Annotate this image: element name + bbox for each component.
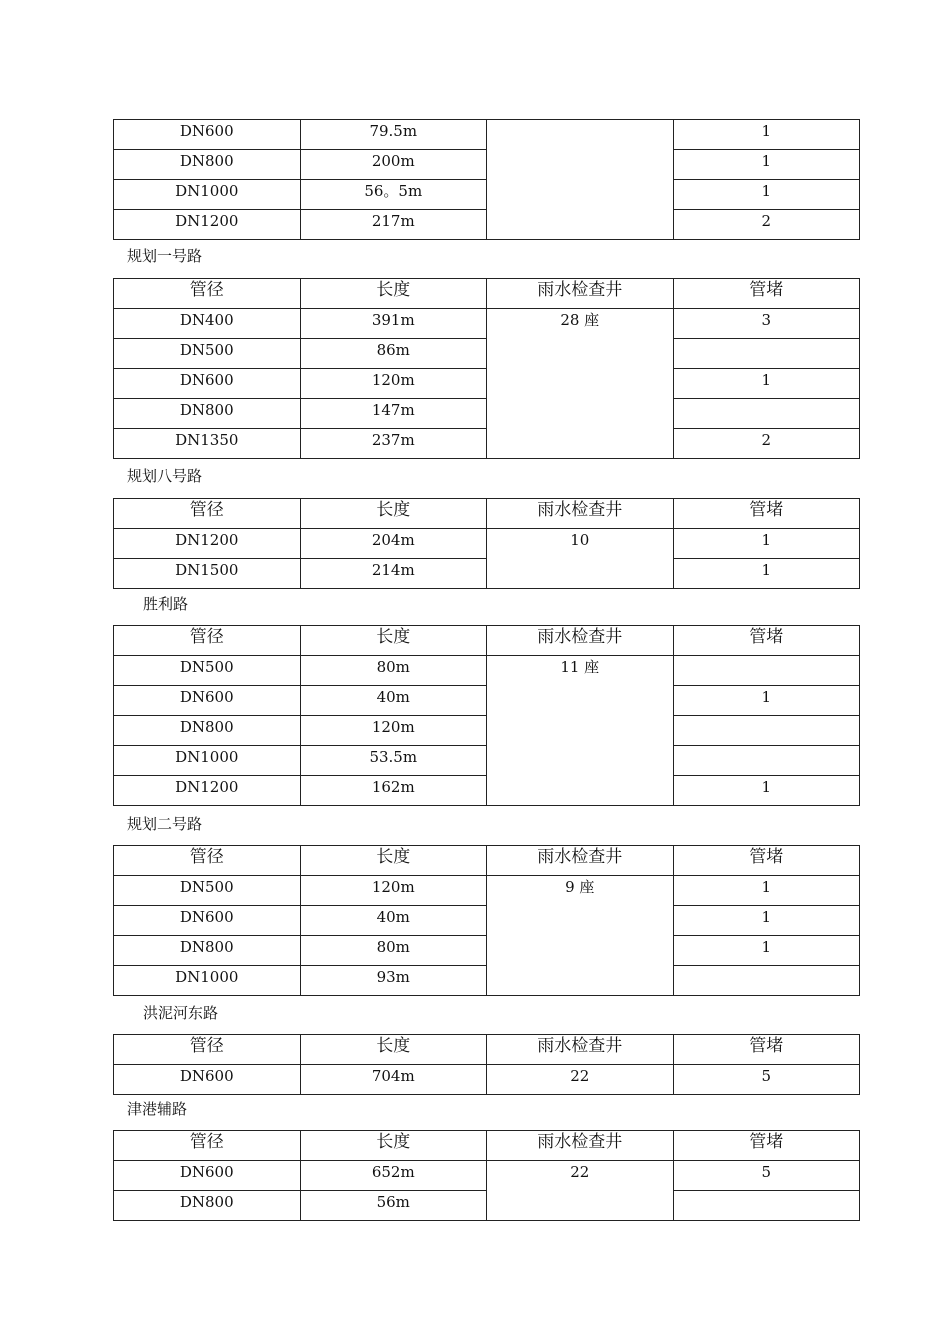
pipe-plug-cell: 1 — [673, 150, 860, 180]
section-pipe-table — [113, 1034, 860, 1095]
pipe-diameter-cell: DN500 — [114, 339, 301, 369]
pipe-diameter-cell: DN500 — [114, 656, 301, 686]
pipe-diameter-cell: DN800 — [114, 716, 301, 746]
table-header-row — [114, 846, 860, 876]
table-row — [114, 656, 860, 686]
section-pipe-table — [113, 845, 860, 996]
pipe-length-cell: 147m — [300, 399, 487, 429]
pipe-plug-cell — [673, 716, 860, 746]
pipe-diameter-cell: DN600 — [114, 906, 301, 936]
pipe-diameter-cell: DN1000 — [114, 966, 301, 996]
pipe-plug-cell: 1 — [673, 776, 860, 806]
pipe-plug-cell: 1 — [673, 876, 860, 906]
header-wells: 雨水检查井 — [487, 1131, 674, 1161]
pipe-plug-cell — [673, 1191, 860, 1221]
pipe-diameter-cell: DN1200 — [114, 529, 301, 559]
pipe-diameter-cell: DN500 — [114, 876, 301, 906]
pipe-length-cell: 56m — [300, 1191, 487, 1221]
table-row — [114, 1161, 860, 1191]
pipe-diameter-cell: DN1500 — [114, 559, 301, 589]
pipe-diameter-cell: DN1000 — [114, 180, 301, 210]
section-pipe-table — [113, 1130, 860, 1221]
pipe-plug-cell — [673, 399, 860, 429]
pipe-plug-cell: 2 — [673, 429, 860, 459]
pipe-length-cell: 40m — [300, 906, 487, 936]
table-header-row — [114, 499, 860, 529]
pipe-diameter-cell: DN600 — [114, 120, 301, 150]
table-header-row — [114, 1131, 860, 1161]
section-pipe-table — [113, 278, 860, 459]
section-title: 津港辅路 — [127, 1100, 188, 1118]
pipe-diameter-cell: DN600 — [114, 686, 301, 716]
pipe-plug-cell — [673, 656, 860, 686]
pipe-plug-cell: 5 — [673, 1161, 860, 1191]
pipe-diameter-cell: DN800 — [114, 936, 301, 966]
header-wells: 雨水检查井 — [487, 626, 674, 656]
pipe-plug-cell — [673, 339, 860, 369]
header-diameter: 管径 — [114, 626, 301, 656]
wells-cell: 28 座 — [487, 309, 674, 459]
header-plug: 管堵 — [673, 1035, 860, 1065]
pipe-diameter-cell: DN1200 — [114, 210, 301, 240]
header-plug: 管堵 — [673, 499, 860, 529]
table-header-row — [114, 1035, 860, 1065]
header-length: 长度 — [300, 279, 487, 309]
pipe-diameter-cell: DN600 — [114, 1065, 301, 1095]
header-plug: 管堵 — [673, 279, 860, 309]
pipe-length-cell: 120m — [300, 369, 487, 399]
pipe-plug-cell — [673, 746, 860, 776]
table-row — [114, 529, 860, 559]
pipe-plug-cell: 1 — [673, 906, 860, 936]
pipe-length-cell: 162m — [300, 776, 487, 806]
pipe-plug-cell: 1 — [673, 180, 860, 210]
header-wells: 雨水检查井 — [487, 499, 674, 529]
pipe-length-cell: 704m — [300, 1065, 487, 1095]
wells-cell: 9 座 — [487, 876, 674, 996]
section-pipe-table — [113, 498, 860, 589]
pipe-length-cell: 56。5m — [300, 180, 487, 210]
section-title: 规划八号路 — [127, 467, 203, 485]
pipe-length-cell: 237m — [300, 429, 487, 459]
table-row — [114, 1065, 860, 1095]
header-length: 长度 — [300, 499, 487, 529]
pipe-length-cell: 217m — [300, 210, 487, 240]
pipe-plug-cell: 1 — [673, 686, 860, 716]
top-pipe-table — [113, 119, 860, 240]
pipe-length-cell: 93m — [300, 966, 487, 996]
pipe-plug-cell: 5 — [673, 1065, 860, 1095]
header-wells: 雨水检查井 — [487, 846, 674, 876]
pipe-plug-cell: 2 — [673, 210, 860, 240]
wells-cell — [487, 120, 674, 240]
header-wells: 雨水检查井 — [487, 1035, 674, 1065]
pipe-length-cell: 391m — [300, 309, 487, 339]
wells-cell: 11 座 — [487, 656, 674, 806]
header-length: 长度 — [300, 1035, 487, 1065]
header-length: 长度 — [300, 846, 487, 876]
pipe-length-cell: 80m — [300, 656, 487, 686]
header-diameter: 管径 — [114, 1035, 301, 1065]
pipe-length-cell: 86m — [300, 339, 487, 369]
pipe-diameter-cell: DN400 — [114, 309, 301, 339]
pipe-plug-cell — [673, 966, 860, 996]
table-header-row — [114, 626, 860, 656]
wells-cell: 22 — [487, 1161, 674, 1221]
pipe-diameter-cell: DN800 — [114, 1191, 301, 1221]
table-row — [114, 120, 860, 150]
header-plug: 管堵 — [673, 626, 860, 656]
header-plug: 管堵 — [673, 1131, 860, 1161]
section-title: 规划一号路 — [127, 247, 203, 265]
pipe-diameter-cell: DN600 — [114, 1161, 301, 1191]
pipe-plug-cell: 1 — [673, 369, 860, 399]
pipe-length-cell: 40m — [300, 686, 487, 716]
pipe-plug-cell: 1 — [673, 559, 860, 589]
pipe-diameter-cell: DN1000 — [114, 746, 301, 776]
section-title: 规划二号路 — [127, 815, 203, 833]
pipe-length-cell: 120m — [300, 876, 487, 906]
header-plug: 管堵 — [673, 846, 860, 876]
section-title: 胜利路 — [143, 595, 189, 613]
table-header-row — [114, 279, 860, 309]
pipe-diameter-cell: DN1350 — [114, 429, 301, 459]
pipe-diameter-cell: DN1200 — [114, 776, 301, 806]
pipe-length-cell: 652m — [300, 1161, 487, 1191]
table-row — [114, 309, 860, 339]
pipe-length-cell: 214m — [300, 559, 487, 589]
pipe-length-cell: 200m — [300, 150, 487, 180]
section-title: 洪泥河东路 — [143, 1004, 219, 1022]
pipe-diameter-cell: DN800 — [114, 150, 301, 180]
table-row — [114, 876, 860, 906]
header-diameter: 管径 — [114, 499, 301, 529]
pipe-length-cell: 120m — [300, 716, 487, 746]
pipe-plug-cell: 3 — [673, 309, 860, 339]
header-diameter: 管径 — [114, 846, 301, 876]
pipe-length-cell: 53.5m — [300, 746, 487, 776]
pipe-length-cell: 80m — [300, 936, 487, 966]
pipe-plug-cell: 1 — [673, 529, 860, 559]
pipe-diameter-cell: DN600 — [114, 369, 301, 399]
header-diameter: 管径 — [114, 279, 301, 309]
pipe-length-cell: 204m — [300, 529, 487, 559]
header-wells: 雨水检查井 — [487, 279, 674, 309]
wells-cell: 22 — [487, 1065, 674, 1095]
pipe-plug-cell: 1 — [673, 936, 860, 966]
pipe-plug-cell: 1 — [673, 120, 860, 150]
section-pipe-table — [113, 625, 860, 806]
wells-cell: 10 — [487, 529, 674, 589]
header-diameter: 管径 — [114, 1131, 301, 1161]
pipe-length-cell: 79.5m — [300, 120, 487, 150]
header-length: 长度 — [300, 626, 487, 656]
header-length: 长度 — [300, 1131, 487, 1161]
pipe-diameter-cell: DN800 — [114, 399, 301, 429]
